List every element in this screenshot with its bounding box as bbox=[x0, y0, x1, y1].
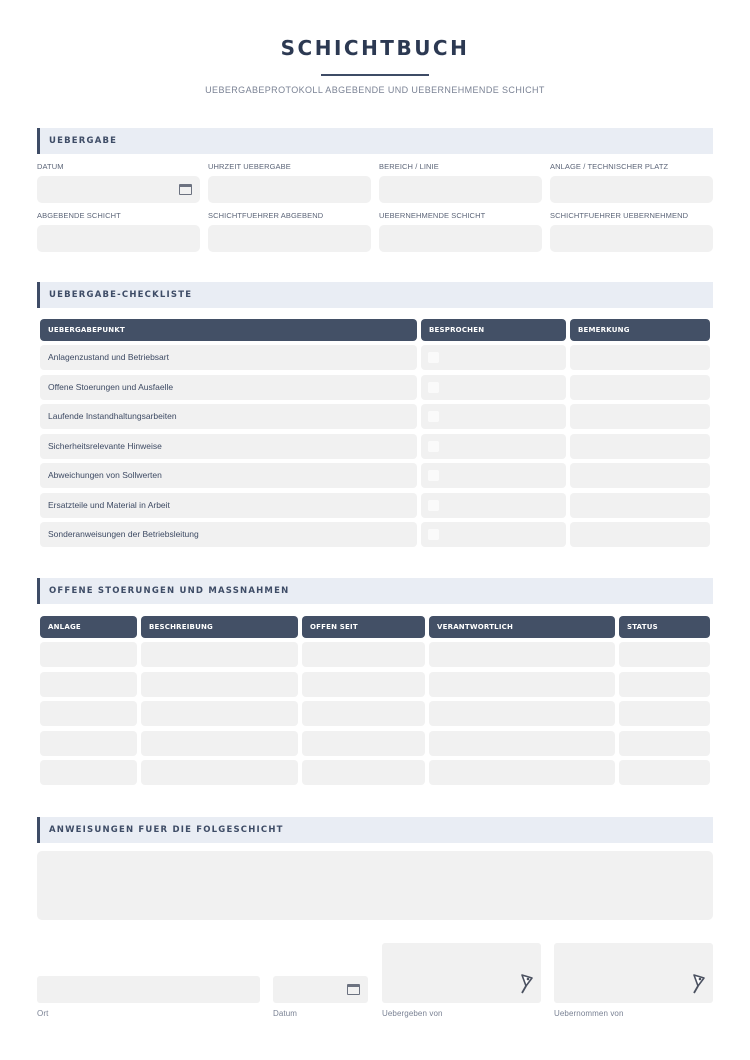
ort-field[interactable] bbox=[37, 976, 260, 1003]
status-cell[interactable] bbox=[619, 701, 710, 726]
offen-seit-cell[interactable] bbox=[302, 642, 425, 667]
label-abgebende-schicht: ABGEBENDE SCHICHT bbox=[37, 211, 121, 220]
label-uhrzeit: UHRZEIT UEBERGABE bbox=[208, 162, 291, 171]
bemerkung-field[interactable] bbox=[570, 463, 710, 488]
verantwortlich-cell[interactable] bbox=[429, 760, 615, 785]
besprochen-cell bbox=[421, 345, 566, 370]
column-header-verantwortlich: VERANTWORTLICH bbox=[429, 616, 615, 638]
calendar-icon[interactable] bbox=[179, 184, 192, 195]
beschreibung-cell[interactable] bbox=[141, 760, 298, 785]
checklist-item: Abweichungen von Sollwerten bbox=[40, 463, 417, 488]
pen-icon bbox=[692, 973, 706, 995]
offen-seit-cell[interactable] bbox=[302, 731, 425, 756]
bemerkung-field[interactable] bbox=[570, 404, 710, 429]
verantwortlich-cell[interactable] bbox=[429, 701, 615, 726]
label-uebernommen-von: Uebernommen von bbox=[554, 1009, 624, 1018]
column-header-offen-seit: OFFEN SEIT bbox=[302, 616, 425, 638]
label-uebergeben-von: Uebergeben von bbox=[382, 1009, 443, 1018]
besprochen-checkbox[interactable] bbox=[428, 352, 439, 363]
section-title: UEBERGABE-CHECKLISTE bbox=[49, 290, 193, 300]
section-title: UEBERGABE bbox=[49, 136, 118, 146]
section-title: OFFENE STOERUNGEN UND MASSNAHMEN bbox=[49, 586, 290, 596]
status-cell[interactable] bbox=[619, 760, 710, 785]
besprochen-checkbox[interactable] bbox=[428, 529, 439, 540]
bemerkung-field[interactable] bbox=[570, 345, 710, 370]
besprochen-checkbox[interactable] bbox=[428, 382, 439, 393]
bemerkung-field[interactable] bbox=[570, 375, 710, 400]
offen-seit-cell[interactable] bbox=[302, 701, 425, 726]
besprochen-cell bbox=[421, 434, 566, 459]
verantwortlich-cell[interactable] bbox=[429, 672, 615, 697]
schichtfuehrer-uebernehmend-field[interactable] bbox=[550, 225, 713, 252]
abgebende-schicht-field[interactable] bbox=[37, 225, 200, 252]
bemerkung-field[interactable] bbox=[570, 434, 710, 459]
anlage-field[interactable] bbox=[550, 176, 713, 203]
label-bereich: BEREICH / LINIE bbox=[379, 162, 439, 171]
column-header-beschreibung: BESCHREIBUNG bbox=[141, 616, 298, 638]
beschreibung-cell[interactable] bbox=[141, 701, 298, 726]
checklist-item: Anlagenzustand und Betriebsart bbox=[40, 345, 417, 370]
page-subtitle: UEBERGABEPROTOKOLL ABGEBENDE UND UEBERNEHMENDE SCHICHT bbox=[205, 85, 545, 95]
anlage-cell[interactable] bbox=[40, 760, 137, 785]
anlage-cell[interactable] bbox=[40, 672, 137, 697]
bemerkung-field[interactable] bbox=[570, 493, 710, 518]
checklist-item: Laufende Instandhaltungsarbeiten bbox=[40, 404, 417, 429]
besprochen-checkbox[interactable] bbox=[428, 441, 439, 452]
column-header-anlage: ANLAGE bbox=[40, 616, 137, 638]
section-anweisungen bbox=[37, 817, 713, 843]
column-header-bemerkung: BEMERKUNG bbox=[570, 319, 710, 341]
status-cell[interactable] bbox=[619, 731, 710, 756]
besprochen-cell bbox=[421, 404, 566, 429]
besprochen-checkbox[interactable] bbox=[428, 470, 439, 481]
verantwortlich-cell[interactable] bbox=[429, 642, 615, 667]
offen-seit-cell[interactable] bbox=[302, 672, 425, 697]
status-cell[interactable] bbox=[619, 642, 710, 667]
pen-icon bbox=[520, 973, 534, 995]
beschreibung-cell[interactable] bbox=[141, 642, 298, 667]
besprochen-checkbox[interactable] bbox=[428, 411, 439, 422]
signature-uebergeben-field[interactable] bbox=[382, 943, 541, 1003]
label-anlage: ANLAGE / TECHNISCHER PLATZ bbox=[550, 162, 669, 171]
label-ort: Ort bbox=[37, 1009, 49, 1018]
besprochen-cell bbox=[421, 493, 566, 518]
anlage-cell[interactable] bbox=[40, 731, 137, 756]
anlage-cell[interactable] bbox=[40, 642, 137, 667]
beschreibung-cell[interactable] bbox=[141, 672, 298, 697]
label-uebernehmende-schicht: UEBERNEHMENDE SCHICHT bbox=[379, 211, 486, 220]
label-schichtfuehrer-uebernehmend: SCHICHTFUEHRER UEBERNEHMEND bbox=[550, 211, 689, 220]
anweisungen-textarea[interactable] bbox=[37, 851, 713, 920]
bereich-field[interactable] bbox=[379, 176, 542, 203]
footer-datum-field[interactable] bbox=[273, 976, 368, 1003]
uebernehmende-schicht-field[interactable] bbox=[379, 225, 542, 252]
title-underline bbox=[321, 74, 429, 76]
section-uebergabe bbox=[37, 128, 713, 154]
column-header-status: STATUS bbox=[619, 616, 710, 638]
calendar-icon[interactable] bbox=[347, 984, 360, 995]
uhrzeit-field[interactable] bbox=[208, 176, 371, 203]
besprochen-cell bbox=[421, 522, 566, 547]
bemerkung-field[interactable] bbox=[570, 522, 710, 547]
beschreibung-cell[interactable] bbox=[141, 731, 298, 756]
section-stoerungen bbox=[37, 578, 713, 604]
datum-field[interactable] bbox=[37, 176, 200, 203]
status-cell[interactable] bbox=[619, 672, 710, 697]
checklist-item: Offene Stoerungen und Ausfaelle bbox=[40, 375, 417, 400]
besprochen-cell bbox=[421, 375, 566, 400]
label-footer-datum: Datum bbox=[273, 1009, 298, 1018]
anlage-cell[interactable] bbox=[40, 701, 137, 726]
schichtfuehrer-abgebend-field[interactable] bbox=[208, 225, 371, 252]
section-checkliste bbox=[37, 282, 713, 308]
checklist-item: Sonderanweisungen der Betriebsleitung bbox=[40, 522, 417, 547]
besprochen-checkbox[interactable] bbox=[428, 500, 439, 511]
besprochen-cell bbox=[421, 463, 566, 488]
checklist-item: Sicherheitsrelevante Hinweise bbox=[40, 434, 417, 459]
label-datum: DATUM bbox=[37, 162, 64, 171]
verantwortlich-cell[interactable] bbox=[429, 731, 615, 756]
column-header-besprochen: BESPROCHEN bbox=[421, 319, 566, 341]
signature-uebernommen-field[interactable] bbox=[554, 943, 713, 1003]
checklist-item: Ersatzteile und Material in Arbeit bbox=[40, 493, 417, 518]
section-title: ANWEISUNGEN FUER DIE FOLGESCHICHT bbox=[49, 825, 284, 835]
page-title: SCHICHTBUCH bbox=[280, 36, 470, 60]
label-schichtfuehrer-abgebend: SCHICHTFUEHRER ABGEBEND bbox=[208, 211, 324, 220]
offen-seit-cell[interactable] bbox=[302, 760, 425, 785]
column-header-uebergabepunkt: UEBERGABEPUNKT bbox=[40, 319, 417, 341]
